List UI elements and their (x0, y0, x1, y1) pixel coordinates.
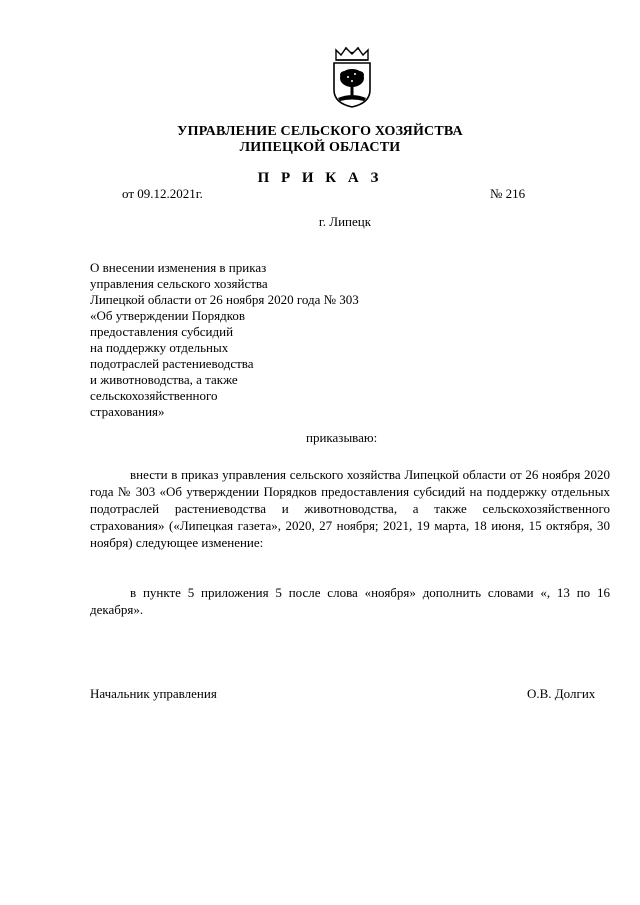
signatory-position: Начальник управления (90, 686, 217, 701)
city: г. Липецк (318, 214, 372, 229)
order-date: от 09.12.2021г. (122, 186, 203, 201)
body-paragraph-1: внести в приказ управления сельского хозяйства Липецкой области от 26 ноября 2020 года № 303 «Об утверждении Порядков предоставления субсидий на поддержку отдельных подотраслей растениеводства и животноводства, а также сельскохозяйственного страхования» («Липецкая газета», 2020, 27 ноября; 2021, 19 марта, 18 июня, 15 октября, 30 ноября) следующее изменение: (90, 467, 610, 550)
org-name-line1: УПРАВЛЕНИЕ СЕЛЬСКОГО ХОЗЯЙСТВА (177, 124, 463, 139)
order-number: № 216 (490, 186, 526, 201)
order-word: приказываю: (306, 430, 378, 445)
signatory-name: О.В. Долгих (527, 686, 596, 701)
org-name-line2: ЛИПЕЦКОЙ ОБЛАСТИ (239, 140, 401, 155)
document-title: П Р И К А З (257, 170, 383, 186)
coat-of-arms-icon (330, 46, 374, 108)
order-subject: О внесении изменения в приказ управления сельского хозяйства Липецкой области от 26 ноября 2020 года № 303 «Об утверждении Порядков предоставления субсидий на поддержку отдельных подотраслей растениеводства и животноводства, а также сельскохозяйственного страхования» (90, 260, 359, 419)
body-paragraph-2: в пункте 5 приложения 5 после слова «ноября» дополнить словами «, 13 по 16 декабря». (90, 585, 610, 617)
